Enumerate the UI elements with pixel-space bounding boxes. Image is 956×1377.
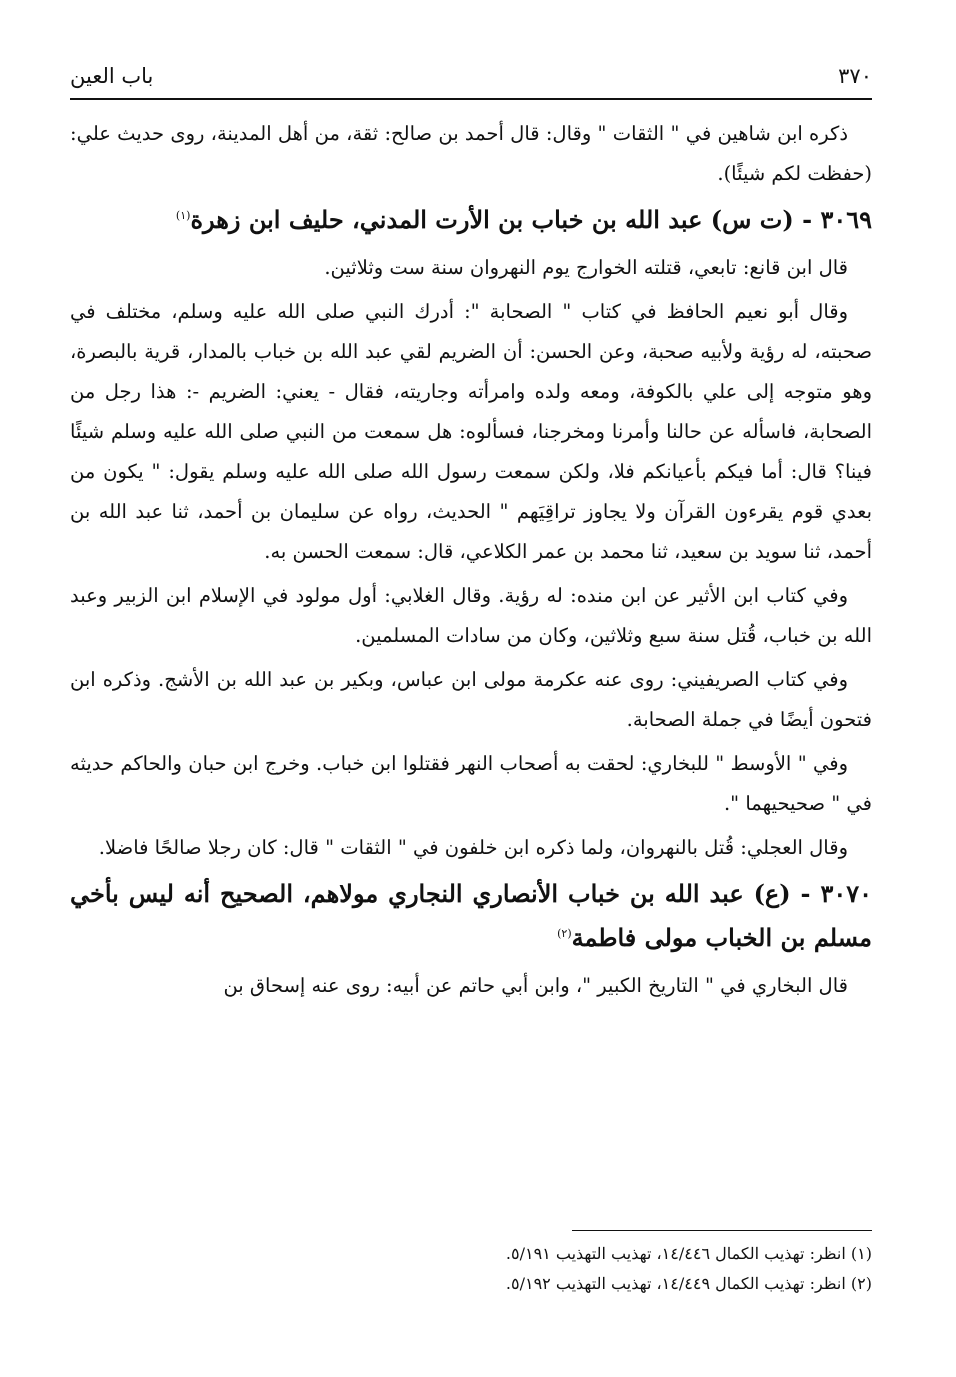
entry-title: ٣٠٦٩ - (ت س) عبد الله بن خباب بن الأرت المدني، حليف ابن زهرة	[190, 205, 872, 234]
footnote-ref: (٢)	[557, 927, 572, 940]
running-header	[70, 62, 872, 100]
paragraph: قال ابن قانع: تابعي، قتلته الخوارج يوم النهروان سنة ست وثلاثين.	[324, 256, 848, 279]
footnote: (٢) انظر: تهذيب الكمال ١٤/٤٤٩، تهذيب التهذيب ٥/١٩٢.	[505, 1274, 872, 1293]
footnote-ref: (١)	[175, 209, 191, 222]
paragraph: قال البخاري في " التاريخ الكبير "، وابن أبي حاتم عن أبيه: روى عنه إسحاق بن	[223, 974, 848, 997]
chapter-title: باب العين	[70, 64, 154, 88]
paragraph: وفي كتاب الصريفيني: روى عنه عكرمة مولى ابن عباس، وبكير بن عبد الله بن الأشج. وذكره ابن فتحون أيضًا في جملة الصحابة.	[70, 668, 872, 731]
entry-title: ٣٠٧٠ - (ع) عبد الله بن خباب الأنصاري النجاري مولاهم، الصحيح أنه ليس بأخي مسلم بن الخباب مولى فاطمة	[70, 879, 872, 952]
paragraph: وقال أبو نعيم الحافظ في كتاب " الصحابة ": أدرك النبي صلى الله عليه وسلم، مختلف في صحبته، له رؤية ولأبيه صحبة، وعن الحسن: أن الضريم لقي عبد الله بن خباب بالمدار، قرية بالبصرة، وهو متوجه إلى علي بالكوفة، ومعه ولده وامرأته وجاريته، فقال - يعني: الضريم -: هذا رجل من الصحابة، فاسأله عن حالنا وأمرنا ومخرجنا، فسألوه: هل سمعت من النبي صلى الله عليه وسلم شيئًا فينا؟ قال: أما فيكم بأعيانكم فلا، ولكن سمعت رسول الله صلى الله عليه وسلم يقول: " يكون من بعدي قوم يقرءون القرآن ولا يجاوز تراقِيَهم " الحديث، رواه عن سليمان بن أحمد، ثنا عبد الله بن أحمد، ثنا سويد بن سعيد، ثنا محمد بن عمر الكلاعي، قال: سمعت الحسن به.	[70, 300, 872, 563]
footnote: (١) انظر: تهذيب الكمال ١٤/٤٤٦، تهذيب التهذيب ٥/١٩١.	[505, 1244, 872, 1263]
paragraph: وقال العجلي: قُتل بالنهروان، ولما ذكره ابن خلفون في " الثقات " قال: كان رجلا صالحًا فاضلا.	[98, 836, 848, 859]
page-number: ٣٧٠	[838, 64, 872, 88]
main-text	[70, 114, 872, 1010]
paragraph: ذكره ابن شاهين في " الثقات " وقال: قال أحمد بن صالح: ثقة، من أهل المدينة، روى حديث علي: (حفظت لكم شيئًا).	[70, 122, 872, 185]
footnotes	[70, 1230, 872, 1299]
paragraph: وفي " الأوسط " للبخاري: لحقت به أصحاب النهر فقتلوا ابن خباب. وخرج ابن حبان والحاكم حديثه في " صحيحيهما ".	[70, 752, 872, 815]
entry-heading-3069	[70, 198, 872, 242]
entry-heading-3070	[70, 872, 872, 960]
paragraph: وفي كتاب ابن الأثير عن ابن منده: له رؤية. وقال الغلابي: أول مولود في الإسلام ابن الزبير وعبد الله بن خباب، قُتل سنة سبع وثلاثين، وكان من سادات المسلمين.	[70, 584, 872, 647]
footnote-divider	[572, 1230, 872, 1231]
